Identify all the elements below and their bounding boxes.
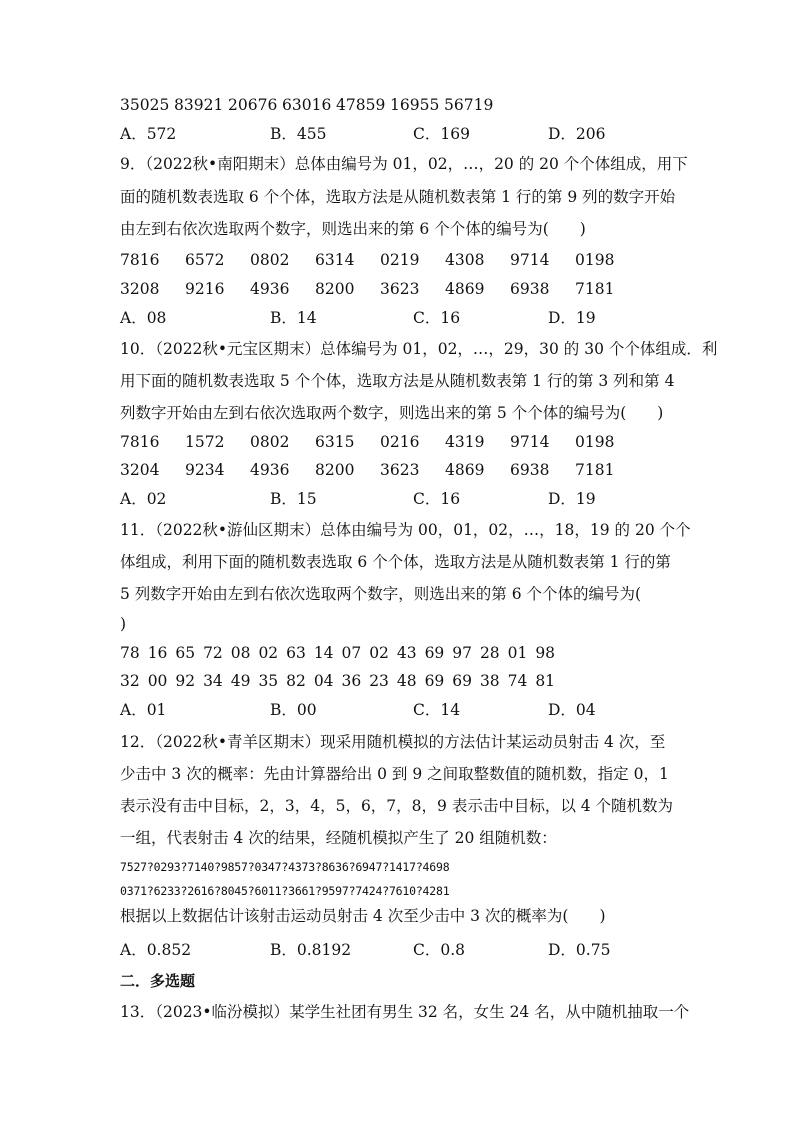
option-b: B．15 bbox=[270, 490, 317, 508]
table-cell: 35025 bbox=[120, 96, 170, 114]
option-a: A．0.852 bbox=[120, 941, 192, 959]
table-cell: 4936 bbox=[250, 280, 290, 298]
table-cell: 65 bbox=[175, 644, 196, 662]
option-d: D．19 bbox=[548, 309, 596, 327]
table-cell: 4308 bbox=[445, 251, 485, 269]
table-cell: 4936 bbox=[250, 461, 290, 479]
table-cell: 97 bbox=[452, 644, 472, 662]
option-a: A．01 bbox=[120, 701, 167, 719]
option-d: D．04 bbox=[548, 701, 596, 719]
table-cell: 0198 bbox=[575, 433, 615, 451]
table-cell: 78 bbox=[120, 644, 140, 662]
table-cell: 20676 bbox=[228, 96, 278, 114]
option-c: C．14 bbox=[413, 701, 461, 719]
table-cell: 3208 bbox=[120, 280, 160, 298]
table-cell: 8200 bbox=[315, 280, 355, 298]
table-cell: 63 bbox=[286, 644, 306, 662]
table-cell: 47859 bbox=[336, 96, 386, 114]
table-cell: 02 bbox=[258, 644, 279, 662]
option-b: B．455 bbox=[270, 125, 327, 143]
table-cell: 49 bbox=[230, 672, 251, 690]
random-table-row bbox=[120, 250, 640, 270]
option-c: C．0.8 bbox=[413, 941, 466, 959]
q10-text-line: 列数字开始由左到右依次选取两个数字，则选出来的第 5 个个体的编号为( ) bbox=[120, 404, 664, 422]
random-number-line: 0371?6233?2616?8045?6011?3661?9597?7424?7610?4281 bbox=[120, 884, 450, 898]
table-cell: 02 bbox=[369, 644, 389, 662]
option-d: D．0.75 bbox=[548, 941, 611, 959]
table-cell: 0219 bbox=[380, 251, 420, 269]
table-cell: 83921 bbox=[174, 96, 224, 114]
table-cell: 08 bbox=[230, 644, 251, 662]
table-cell: 0198 bbox=[575, 251, 615, 269]
random-table-row bbox=[120, 95, 498, 115]
q13-text-line: 13．（2023•临汾模拟）某学生社团有男生 32 名，女生 24 名，从中随机抽取一个 bbox=[120, 1003, 690, 1021]
table-cell: 9714 bbox=[510, 251, 550, 269]
option-d: D．206 bbox=[548, 125, 606, 143]
table-cell: 07 bbox=[341, 644, 362, 662]
option-c: C．169 bbox=[413, 125, 470, 143]
q9-text-line: 9．（2022秋•南阳期末）总体由编号为 01，02，…，20 的 20 个个体组成，用下 bbox=[120, 155, 688, 173]
table-cell: 35 bbox=[258, 672, 279, 690]
table-cell: 6315 bbox=[315, 433, 355, 451]
table-cell: 4869 bbox=[445, 461, 485, 479]
table-cell: 38 bbox=[479, 672, 500, 690]
table-cell: 4319 bbox=[445, 433, 485, 451]
table-cell: 0802 bbox=[250, 433, 290, 451]
table-cell: 6938 bbox=[510, 461, 550, 479]
table-cell: 7181 bbox=[575, 461, 615, 479]
option-d: D．19 bbox=[548, 490, 596, 508]
table-cell: 9234 bbox=[185, 461, 225, 479]
table-cell: 82 bbox=[286, 672, 306, 690]
table-cell: 36 bbox=[341, 672, 362, 690]
option-a: A．08 bbox=[120, 309, 167, 327]
table-cell: 4869 bbox=[445, 280, 485, 298]
table-cell: 32 bbox=[120, 672, 140, 690]
table-cell: 16 bbox=[147, 644, 168, 662]
random-table-row bbox=[120, 643, 563, 663]
table-cell: 1572 bbox=[185, 433, 225, 451]
random-table-row bbox=[120, 279, 640, 299]
table-cell: 6938 bbox=[510, 280, 550, 298]
table-cell: 7181 bbox=[575, 280, 615, 298]
q12-text-line: 表示没有击中目标，2，3，4，5，6，7，8，9 表示击中目标，以 4 个随机数为 bbox=[120, 797, 674, 815]
table-cell: 0802 bbox=[250, 251, 290, 269]
table-cell: 9216 bbox=[185, 280, 225, 298]
table-cell: 00 bbox=[147, 672, 168, 690]
q11-text-line: 5 列数字开始由左到右依次选取两个数字，则选出来的第 6 个个体的编号为( bbox=[120, 585, 642, 603]
table-cell: 34 bbox=[203, 672, 223, 690]
table-cell: 9714 bbox=[510, 433, 550, 451]
option-c: C．16 bbox=[413, 490, 461, 508]
table-cell: 3623 bbox=[380, 461, 420, 479]
table-cell: 04 bbox=[313, 672, 334, 690]
random-table-row bbox=[120, 460, 640, 480]
option-a: A．572 bbox=[120, 125, 177, 143]
q12-text-line: 少击中 3 次的概率：先由计算器给出 0 到 9 之间取整数值的随机数，指定 0，1 bbox=[120, 765, 669, 783]
table-cell: 92 bbox=[175, 672, 196, 690]
table-cell: 3623 bbox=[380, 280, 420, 298]
q11-text-line: ) bbox=[120, 615, 127, 633]
random-number-line: 7527?0293?7140?9857?0347?4373?8636?6947?1417?4698 bbox=[120, 860, 450, 874]
option-b: B．14 bbox=[270, 309, 317, 327]
table-cell: 63016 bbox=[282, 96, 332, 114]
random-table-row bbox=[120, 671, 563, 691]
table-cell: 8200 bbox=[315, 461, 355, 479]
option-b: B．00 bbox=[270, 701, 317, 719]
q9-text-line: 面的随机数表选取 6 个个体，选取方法是从随机数表第 1 行的第 9 列的数字开始 bbox=[120, 188, 676, 206]
random-table-row bbox=[120, 432, 640, 452]
q10-text-line: 10．（2022秋•元宝区期末）总体编号为 01，02，…，29，30 的 30 个个体组成．利 bbox=[120, 340, 718, 358]
q11-text-line: 11．（2022秋•游仙区期末）总体由编号为 00，01，02，…，18，19 的 20 个个 bbox=[120, 521, 691, 539]
table-cell: 6314 bbox=[315, 251, 355, 269]
table-cell: 14 bbox=[313, 644, 334, 662]
table-cell: 48 bbox=[396, 672, 417, 690]
section-heading: 二．多选题 bbox=[120, 972, 196, 990]
table-cell: 7816 bbox=[120, 251, 160, 269]
table-cell: 6572 bbox=[185, 251, 225, 269]
q9-text-line: 由左到右依次选取两个数字，则选出来的第 6 个个体的编号为( ) bbox=[120, 220, 586, 238]
table-cell: 69 bbox=[424, 644, 445, 662]
table-cell: 43 bbox=[396, 644, 417, 662]
table-cell: 28 bbox=[479, 644, 500, 662]
table-cell: 16955 bbox=[390, 96, 440, 114]
table-cell: 72 bbox=[203, 644, 223, 662]
table-cell: 69 bbox=[452, 672, 472, 690]
table-cell: 98 bbox=[535, 644, 556, 662]
table-cell: 74 bbox=[507, 672, 528, 690]
table-cell: 01 bbox=[507, 644, 528, 662]
table-cell: 7816 bbox=[120, 433, 160, 451]
option-b: B．0.8192 bbox=[270, 941, 352, 959]
q11-text-line: 体组成，利用下面的随机数表选取 6 个个体，选取方法是从随机数表第 1 行的第 bbox=[120, 553, 671, 571]
option-c: C．16 bbox=[413, 309, 461, 327]
table-cell: 3204 bbox=[120, 461, 160, 479]
q12-question-line: 根据以上数据估计该射击运动员射击 4 次至少击中 3 次的概率为( ) bbox=[120, 907, 606, 925]
table-cell: 23 bbox=[369, 672, 389, 690]
table-cell: 0216 bbox=[380, 433, 420, 451]
q12-text-line: 一组，代表射击 4 次的结果，经随机模拟产生了 20 组随机数： bbox=[120, 829, 557, 847]
q10-text-line: 用下面的随机数表选取 5 个个体，选取方法是从随机数表第 1 行的第 3 列和第 4 bbox=[120, 372, 675, 390]
q12-text-line: 12．（2022秋•青羊区期末）现采用随机模拟的方法估计某运动员射击 4 次，至 bbox=[120, 733, 666, 751]
table-cell: 69 bbox=[424, 672, 445, 690]
option-a: A．02 bbox=[120, 490, 167, 508]
table-cell: 56719 bbox=[444, 96, 494, 114]
table-cell: 81 bbox=[535, 672, 556, 690]
